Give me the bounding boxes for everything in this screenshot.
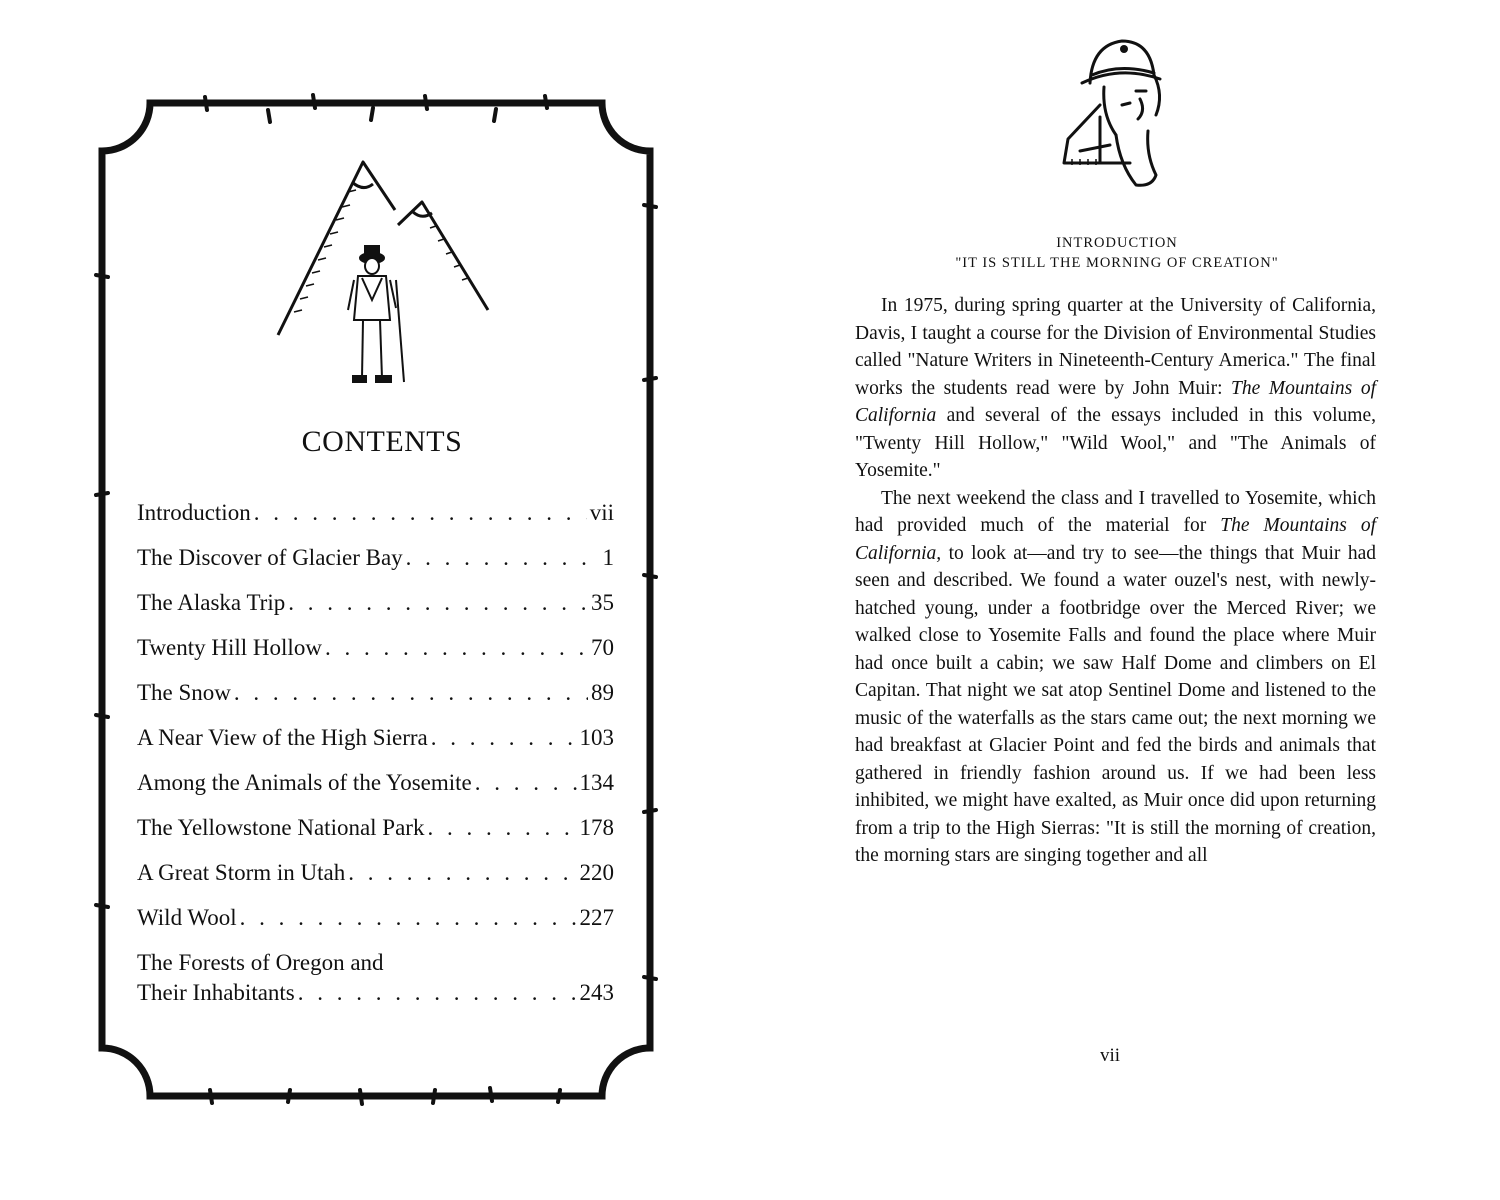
toc-entry-introduction[interactable] (137, 498, 614, 528)
toc-page-number: 134 (579, 770, 614, 795)
toc-page-number: 220 (579, 860, 614, 885)
toc-page-number: 70 (591, 635, 614, 660)
leader-dots (325, 633, 588, 663)
toc-page-number: 227 (579, 905, 614, 930)
leader-dots (254, 498, 587, 528)
toc-entry-alaska-trip[interactable] (137, 588, 614, 618)
toc-entry-title-line1: The Forests of Oregon and (137, 950, 384, 975)
toc-entry-title: Twenty Hill Hollow (137, 635, 322, 660)
toc-page-number: 243 (579, 980, 614, 1005)
toc-entry-animals-yosemite[interactable] (137, 768, 614, 798)
toc-entry-the-snow[interactable] (137, 678, 614, 708)
toc-entry-title: Wild Wool (137, 905, 237, 930)
toc-entry-title: The Discover of Glacier Bay (137, 545, 403, 570)
toc-entry-title: A Near View of the High Sierra (137, 725, 428, 750)
toc-entry-title: Among the Animals of the Yosemite (137, 770, 472, 795)
leader-dots (298, 978, 577, 1008)
mountain-hiker-illustration (270, 150, 500, 395)
toc-page-number: 103 (579, 725, 614, 750)
toc-page-number: 35 (591, 590, 614, 615)
toc-entry-yellowstone[interactable] (137, 813, 614, 843)
leader-dots (288, 588, 588, 618)
leader-dots (427, 813, 576, 843)
toc-entry-high-sierra[interactable] (137, 723, 614, 753)
toc-page-number: 89 (591, 680, 614, 705)
chapter-subtitle: "IT IS STILL THE MORNING OF CREATION" (955, 255, 1279, 271)
introduction-heading (855, 233, 1379, 273)
toc-page-number: 1 (602, 545, 614, 570)
toc-entry-title-line2: Their Inhabitants (137, 980, 295, 1005)
toc-entry-title: A Great Storm in Utah (137, 860, 346, 885)
paragraph-1: In 1975, during spring quarter at the University of California, Davis, I taught a course for the Division of Environmental Studies called "Nature Writers in Nineteenth-Century America." The final works the students read were by John Muir: The Mountains of California and several of the essays included in this volume, "Twenty Hill Hollow," "Wild Wool," and "The Animals of Yosemite." (855, 295, 1376, 481)
leader-dots (240, 903, 577, 933)
leader-dots (234, 678, 588, 708)
toc-entry-title: The Snow (137, 680, 231, 705)
toc-page-number: 178 (579, 815, 614, 840)
toc-entry-title: The Yellowstone National Park (137, 815, 425, 840)
page-number: vii (1099, 1045, 1121, 1066)
toc-page-number: vii (589, 500, 614, 525)
table-of-contents (137, 498, 614, 1008)
introduction-body (855, 292, 1376, 870)
toc-entry-storm-utah[interactable] (137, 858, 614, 888)
leader-dots (475, 768, 577, 798)
contents-heading: CONTENTS (301, 425, 463, 458)
paragraph-2: The next weekend the class and I travelled to Yosemite, which had provided much of the material for The Mountains of California, to look at—and try to see—the things that Muir had seen and described. We found a water ouzel's nest, with newly-hatched young, under a footbridge over the Merced River; we walked close to Yosemite Falls and found the place where Muir had once built a cabin; we saw Half Dome and climbers on El Capitan. That night we sat atop Sentinel Dome and listened to the music of the waterfalls as the stars came out; the next morning we had breakfast at Glacier Point and fed the birds and animals that gathered in friendly fashion around us. If we had been less inhibited, we might have exalted, as Muir once did upon returning from a trip to the High Sierras: "It is still the morning of creation, the morning stars are singing together and all (855, 487, 1376, 866)
toc-entry-glacier-bay[interactable] (137, 543, 614, 573)
toc-entry-wild-wool[interactable] (137, 903, 614, 933)
leader-dots (406, 543, 600, 573)
leader-dots (348, 858, 576, 888)
toc-entry-twenty-hill-hollow[interactable] (137, 633, 614, 663)
chapter-title: INTRODUCTION (1056, 235, 1178, 251)
leader-dots (431, 723, 577, 753)
toc-entry-forests-oregon[interactable] (137, 948, 614, 1008)
book-title-italic: The Mountains of California (855, 377, 1376, 426)
toc-entry-title: Introduction (137, 500, 251, 525)
muir-portrait-illustration (1060, 35, 1170, 195)
toc-entry-title: The Alaska Trip (137, 590, 286, 615)
book-title-italic: The Mountains of California, (855, 515, 1376, 564)
